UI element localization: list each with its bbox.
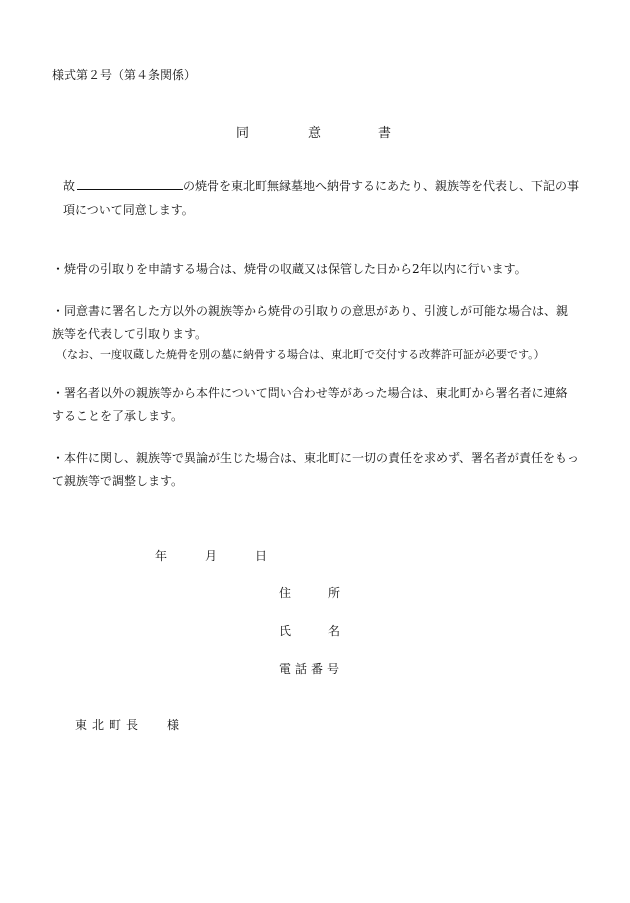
- form-number: 様式第２号（第４条関係）: [52, 68, 197, 82]
- item-line: 族等を代表して引取ります。: [52, 327, 208, 341]
- deceased-name-field[interactable]: [77, 177, 183, 190]
- item-line: ・同意書に署名した方以外の親族等から焼骨の引取りの意思があり、引渡しが可能な場合は、親: [52, 304, 569, 318]
- signer-phone-field[interactable]: [279, 660, 349, 676]
- item-line: ・焼骨の引取りを申請する場合は、焼骨の収蔵又は保管した日から2年以内に行います。: [52, 262, 527, 276]
- addressee-char: 東: [75, 718, 88, 732]
- intro-line1-text: の焼骨を東北町無縁墓地へ納骨するにあたり、親族等を代表し、下記の事: [183, 179, 580, 193]
- phone-label-char: 話: [295, 662, 308, 676]
- intro-line-1: [63, 177, 579, 194]
- addressee-char: 町: [109, 718, 122, 732]
- title-char: 意: [308, 126, 322, 141]
- date-month-label: 月: [205, 549, 218, 563]
- phone-label-char: 電: [279, 662, 292, 676]
- signer-name-field[interactable]: [279, 622, 349, 638]
- item-line: ・本件に関し、親族等で異論が生じた場合は、東北町に一切の責任を求めず、署名者が責任をもっ: [52, 451, 580, 465]
- title-char: 同: [236, 126, 250, 141]
- name-label-char: 氏: [279, 624, 292, 638]
- consent-item-1: [52, 258, 527, 281]
- date-year-label: 年: [155, 549, 168, 563]
- intro-line-2: 項について同意します。: [63, 203, 194, 217]
- consent-item-3: [52, 382, 568, 428]
- addressee: [75, 716, 185, 732]
- title-char: 書: [378, 126, 392, 141]
- item-line: することを了承します。: [52, 409, 184, 423]
- date-day-label: 日: [255, 549, 268, 563]
- address-label-char: 所: [328, 586, 341, 600]
- signer-address-field[interactable]: [279, 584, 349, 600]
- address-label-char: 住: [279, 586, 292, 600]
- item-line: ・署名者以外の親族等から本件について問い合わせ等があった場合は、東北町から署名者に連絡: [52, 386, 568, 400]
- addressee-char: 様: [167, 718, 180, 732]
- date-row[interactable]: [155, 547, 275, 563]
- addressee-char: 長: [126, 718, 139, 732]
- intro-prefix: 故: [63, 179, 76, 193]
- addressee-char: 北: [92, 718, 105, 732]
- phone-label-char: 番: [311, 662, 324, 676]
- consent-item-2: [52, 300, 568, 346]
- consent-item-4: [52, 447, 579, 493]
- item-line: て親族等で調整します。: [52, 474, 184, 488]
- phone-label-char: 号: [327, 662, 340, 676]
- consent-item-2-note: （なお、一度収蔵した焼骨を別の墓に納骨する場合は、東北町で交付する改葬許可証が必要です。）: [56, 348, 545, 361]
- name-label-char: 名: [328, 624, 341, 638]
